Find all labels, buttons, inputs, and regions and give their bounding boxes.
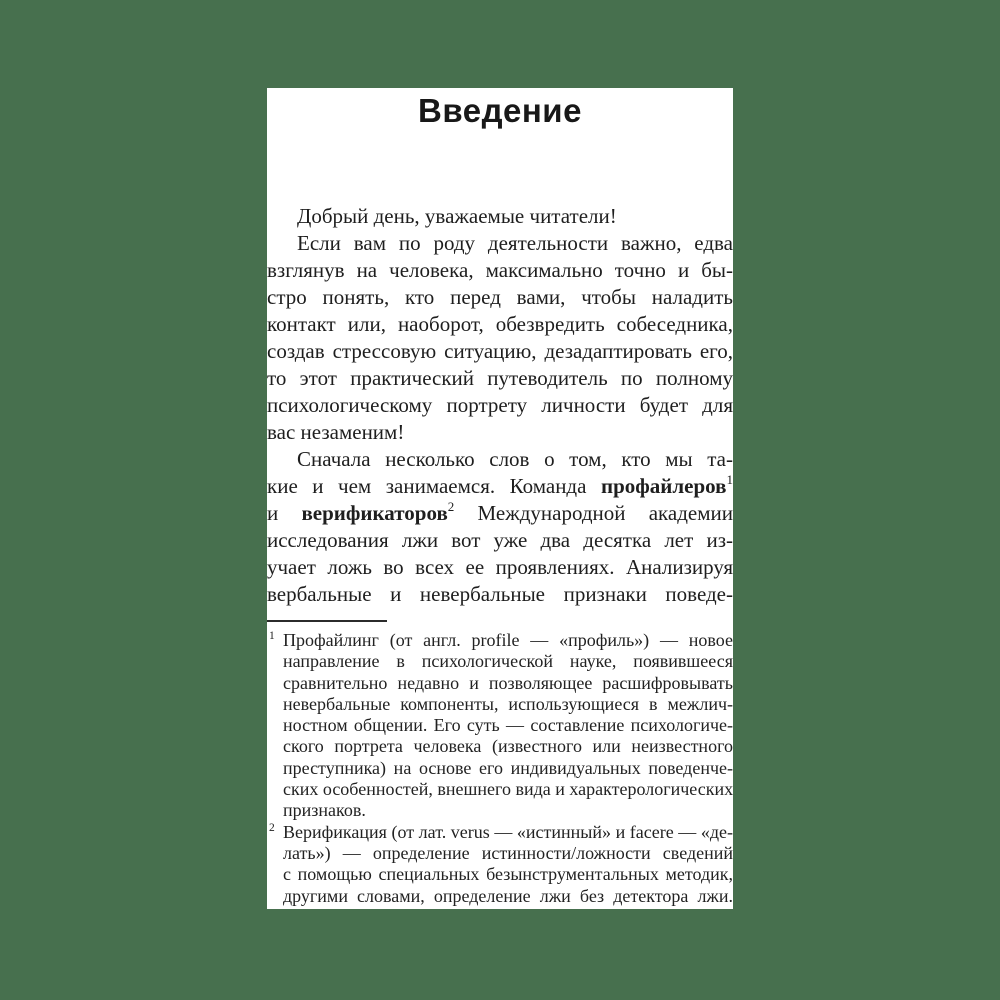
- footnote-marker: 1: [269, 630, 275, 642]
- text-line: вербальные и невербальные признаки поведе-: [267, 582, 733, 606]
- text-line: сравнительно недавно и позволяющее расшифровывать: [283, 672, 733, 693]
- text-line: Добрый день, уважаемые читатели!: [297, 204, 617, 228]
- text-line: психологическому портрету личности будет для: [267, 393, 733, 417]
- text-line: Профайлинг (от англ. profile — «профиль») — новое: [283, 630, 733, 650]
- text-line: взглянув на человека, максимально точно и бы-: [267, 258, 733, 282]
- text-line: учает ложь во всех ее проявлениях. Анализируя: [267, 555, 733, 579]
- text-line: создав стрессовую ситуацию, дезадаптировать его,: [267, 339, 733, 363]
- text-line: направление в психологической науке, появившееся: [283, 651, 733, 672]
- footnote: [267, 822, 733, 907]
- text-line: стро понять, кто перед вами, чтобы наладить: [267, 285, 733, 309]
- text-line: признаков.: [283, 800, 366, 821]
- footnote: [267, 630, 733, 822]
- text-line: Сначала несколько слов о том, кто мы та-: [297, 447, 733, 471]
- text-line: кие и чем занимаемся. Команда профайлеров$^1$: [267, 473, 733, 498]
- text-line: ского портрета человека (известного или неизвестного: [283, 736, 733, 757]
- book-page: [267, 88, 733, 909]
- footnote-marker: 2: [269, 821, 275, 834]
- text-line: с помощью специальных безынструментальных методик,: [283, 864, 733, 885]
- text-line: лать») — определение истинности/ложности сведений: [283, 842, 733, 863]
- text-line: другими словами, определение лжи без детектора лжи.: [283, 885, 733, 906]
- text-line: то этот практический путеводитель по полному: [267, 366, 733, 390]
- chapter-title: Введение: [418, 92, 582, 129]
- text-line: невербальные компоненты, использующиеся в межлич-: [283, 693, 733, 714]
- text-line: ностном общении. Его суть — составление психологиче-: [283, 715, 733, 736]
- text-line: исследования лжи вот уже два десятка лет из-: [267, 528, 733, 552]
- text-line: Верификация (от лат. verus — «истинный» и facere — «де-: [283, 821, 733, 842]
- text-line: вас незаменим!: [267, 420, 405, 444]
- text-line: контакт или, наоборот, обезвредить собеседника,: [267, 312, 733, 336]
- text-line: преступника) на основе его индивидуальных поведенче-: [283, 757, 733, 778]
- footnotes-section: [267, 630, 733, 907]
- text-line: и верификаторов$^2$ Международной академии: [267, 500, 733, 525]
- body-text: [267, 203, 733, 608]
- footnote-separator: [267, 620, 387, 622]
- text-line: ских особенностей, внешнего вида и характерологических: [283, 779, 733, 800]
- text-line: Если вам по роду деятельности важно, едва: [297, 231, 733, 255]
